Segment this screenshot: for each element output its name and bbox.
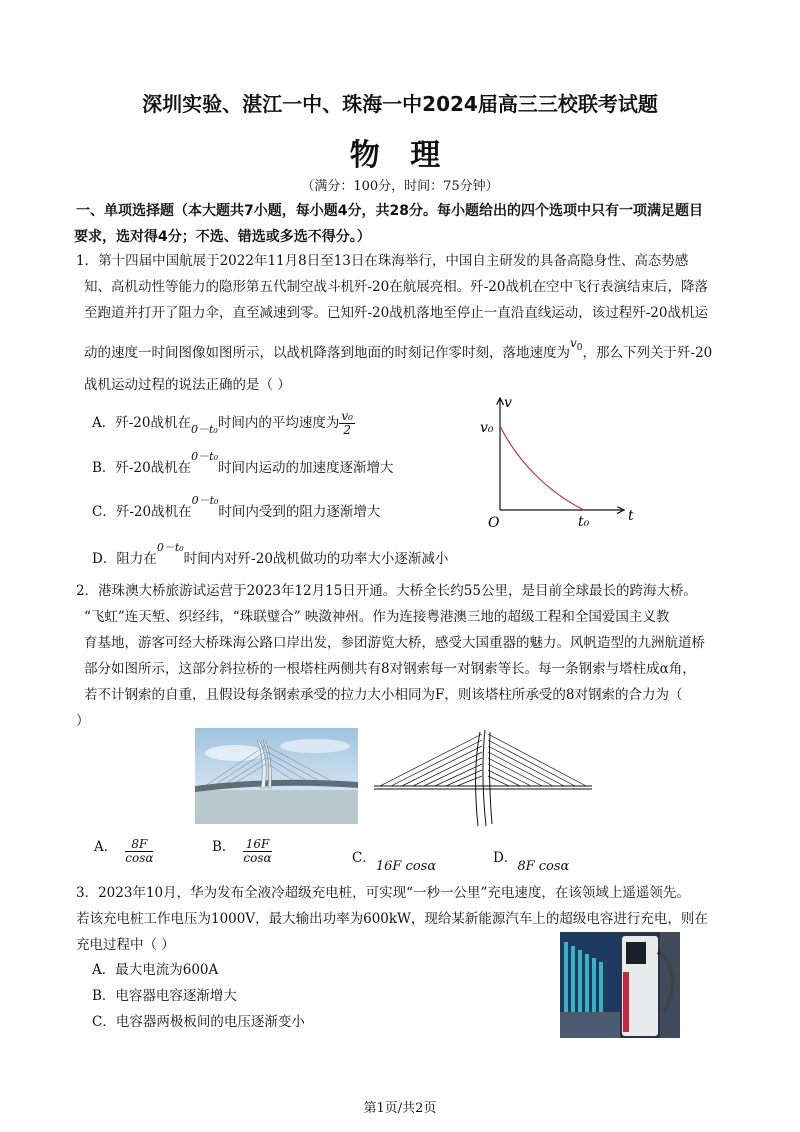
q3-line2: 若该充电桩工作电压为1000V，最大输出功率为600kW，现给某新能源汽车上的超级电容进行充电，则在: [76, 911, 708, 927]
t0-label: t₀: [578, 514, 590, 530]
q2-option-d-value: 8F cosα: [517, 859, 570, 874]
q2-line2: “飞虹”连天堑、织经纬，“珠联璧合” 映潋神州。作为连接粤港澳三地的超级工程和全国爱国主义教: [84, 609, 670, 625]
q2-option-a[interactable]: [94, 838, 153, 865]
q1-option-a[interactable]: [92, 410, 355, 437]
page-footer: 第1页/共2页: [363, 1101, 437, 1116]
q3-option-c[interactable]: C．电容器两极板间的电压逐渐变小: [92, 1014, 305, 1030]
fraction-denominator: cosα: [243, 851, 272, 865]
question-1-stem: [76, 248, 736, 398]
q2-line4: 部分如图所示，这部分斜拉桥的一根塔柱两侧共有8对钢索每一对钢索等长。每一条钢索与塔柱成α角，: [84, 661, 696, 677]
v0-symbol: v: [570, 336, 577, 350]
q2-option-b-fraction: [243, 838, 271, 865]
q1-option-a-text: A．歼-20战机在: [92, 415, 191, 431]
cable-right: [488, 746, 564, 786]
fraction-numerator: 8F: [125, 838, 153, 852]
q3-line3: 充电过程中（ ）: [76, 937, 175, 953]
q1-option-a-mid: 时间内的平均速度为: [217, 415, 340, 431]
q2-option-d-label: D．: [493, 850, 518, 866]
q1-line4-text: 动的速度一时间图像如图所示，以战机降落到地面的时刻记作零时刻，落地速度为: [84, 345, 570, 361]
cable-right: [488, 758, 542, 786]
q1-line4: [84, 336, 736, 368]
q2-line1: 2．港珠澳大桥旅游试运营于2023年12月15日开通。大桥全长约55公里，是目前全球最长的跨海大桥。: [76, 583, 697, 599]
q3-option-a[interactable]: A．最大电流为600A: [92, 962, 219, 978]
exam-meta: （满分：100分，时间：75分钟）: [301, 179, 499, 194]
q1-line4-end: ，那么下列关于歼-20: [582, 345, 713, 361]
q1-option-c-text: C．歼-20战机在: [92, 504, 192, 520]
q2-line5: 若不计钢索的自重，且假设每条钢索承受的拉力大小相同为F，则该塔柱所承受的8对钢索的合力为（: [84, 687, 683, 703]
q1-line5: 战机运动过程的说法正确的是（ ）: [84, 377, 291, 393]
velocity-curve: [500, 426, 584, 510]
fraction-denominator: cosα: [125, 851, 154, 865]
y-axis-label: v: [504, 395, 512, 411]
q1-option-a-fraction: [339, 410, 355, 437]
section-heading-line1: 一、单项选择题（本大题共7小题，每小题4分，共28分。每小题给出的四个选项中只有一项满足题目: [76, 203, 703, 219]
q1-option-d[interactable]: [92, 535, 449, 567]
exam-title: 深圳实验、湛江一中、珠海一中2024届高三三校联考试题: [142, 92, 658, 116]
cable-left: [457, 776, 482, 786]
bridge-diagram: [372, 728, 594, 828]
q1-option-d-end: 时间内对歼-20战机做功的功率大小逐渐减小: [183, 551, 449, 567]
q1-option-b-end: 时间内运动的加速度逐渐增大: [218, 460, 394, 476]
cable-left: [391, 740, 482, 786]
q1-option-a-range: 0－t₀: [191, 423, 218, 436]
velocity-time-graph: [478, 392, 648, 534]
q1-line1: 1．第十四届中国航展于2022年11月8日至13日在珠海举行，中国自主研发的具备高隐身性、高态势感: [76, 253, 689, 269]
q1-option-b-range: 0－t₀: [191, 450, 219, 463]
cable-right: [488, 764, 531, 786]
cable-right: [488, 740, 575, 786]
q3-line1: 3．2023年10月，华为发布全液冷超级充电桩，可实现“一秒一公里”充电速度，在该领域上遥遥领先。: [76, 885, 690, 901]
q1-option-b[interactable]: [92, 444, 394, 476]
cable-right: [488, 776, 509, 786]
cable-left: [380, 734, 482, 786]
q1-option-d-range: 0－t₀: [156, 541, 184, 554]
q2-option-b-label: B．: [212, 839, 236, 855]
section-heading-line2: 要求，选对得4分；不选、错选或多选不得分。）: [74, 229, 371, 245]
q1-option-c[interactable]: [92, 488, 381, 520]
cable-left: [402, 746, 482, 786]
q2-option-c[interactable]: [352, 846, 437, 874]
q2-option-a-fraction: [125, 838, 153, 865]
charger-photo: [560, 932, 680, 1038]
q2-option-c-value: 16F cosα: [375, 859, 437, 874]
q1-option-c-range: 0－t₀: [191, 494, 219, 507]
bridge-photo: [195, 728, 358, 824]
cable-left: [435, 764, 482, 786]
q2-option-b[interactable]: [212, 838, 272, 865]
v0-sub: 0: [576, 343, 583, 353]
fraction-numerator: 16F: [243, 838, 271, 852]
q2-line3: 育基地，游客可经大桥珠海公路口岸出发，参团游览大桥，感受大国重器的魅力。风帆造型的九洲航道桥: [84, 635, 705, 651]
origin-label: O: [488, 515, 500, 531]
q2-option-d[interactable]: [493, 846, 570, 874]
fraction-denominator: 2: [343, 423, 351, 437]
q1-line3: 至跑道并打开了阻力伞，直至减速到零。已知歼-20战机落地至停止一直沿直线运动，该过程歼-20战机运: [84, 305, 708, 321]
q2-option-c-label: C．: [352, 850, 376, 866]
fraction-numerator: v₀: [341, 409, 353, 423]
q2-line6: ）: [76, 713, 90, 729]
q1-option-d-text: D．阻力在: [92, 551, 157, 567]
x-axis-label: t: [628, 508, 634, 524]
question-2-stem: [76, 578, 736, 734]
q1-option-c-end: 时间内受到的阻力逐渐增大: [218, 504, 381, 520]
q2-option-a-label: A．: [94, 839, 118, 855]
cable-left: [424, 758, 482, 786]
q1-option-b-text: B．歼-20战机在: [92, 460, 192, 476]
section-heading: [76, 198, 726, 250]
v0-label: v₀: [480, 420, 494, 436]
subject-title: 物 理: [349, 138, 451, 173]
q3-option-b[interactable]: B．电容器电容逐渐增大: [92, 988, 237, 1004]
q1-line2: 知、高机动性等能力的隐形第五代制空战斗机歼-20在航展亮相。歼-20战机在空中飞行表演结束后，降落: [84, 279, 708, 295]
